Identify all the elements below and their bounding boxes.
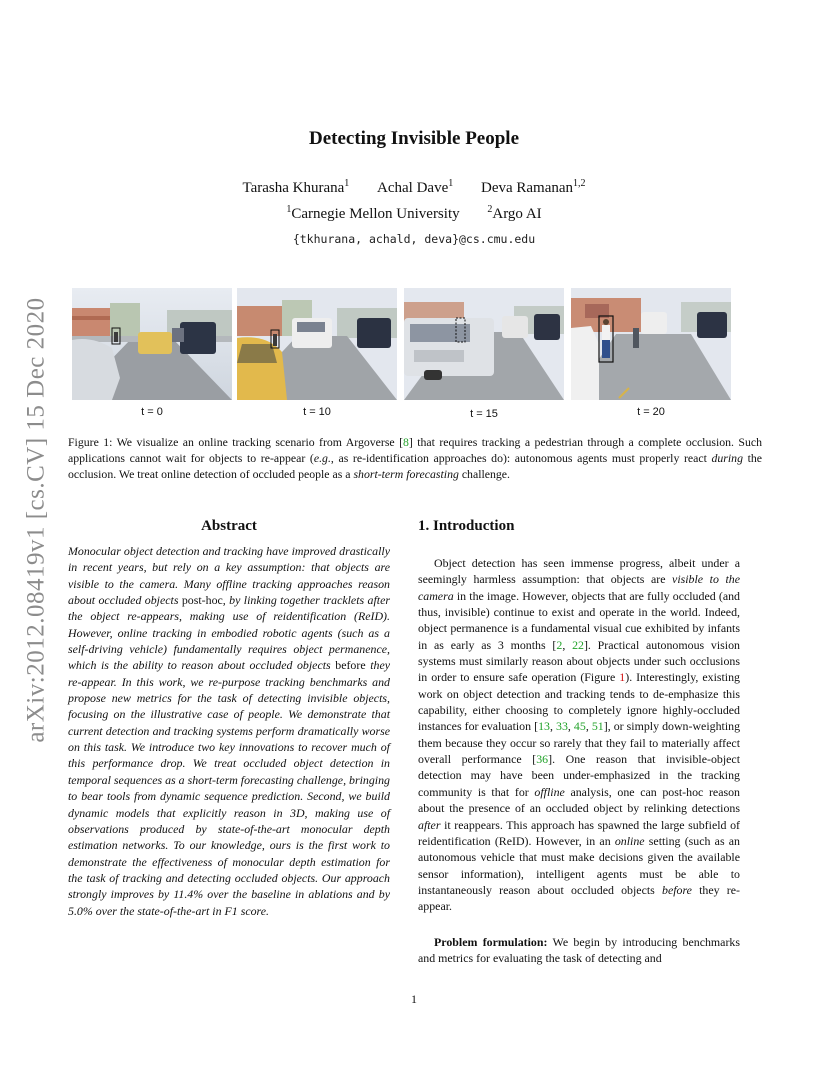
- frame-label-t15: t = 15: [470, 408, 498, 420]
- citation-link[interactable]: 8: [403, 435, 409, 449]
- frame-label-t0: t = 0: [141, 406, 163, 418]
- frame-image-t15: [404, 288, 564, 400]
- citation-link[interactable]: 2: [556, 637, 563, 652]
- figure-caption: Figure 1: We visualize an online tracking scenario from Argoverse [8] that requires tracking a pedestrian through a complete occlusion. Such applications cannot wait for objects to re-appear (e.g., as re-identification approaches do): autonomous agents must properly react during the occlusion. We treat online detection of occluded people as a short-term forecasting challenge.: [68, 435, 762, 482]
- figure-reference-link[interactable]: 1: [619, 670, 626, 685]
- citation-link[interactable]: 36: [536, 752, 549, 767]
- arxiv-stamp-text: arXiv:2012.08419v1 [cs.CV] 15 Dec 2020: [23, 297, 51, 743]
- frame-label-t10: t = 10: [303, 406, 331, 418]
- citation-link[interactable]: 45: [573, 719, 586, 734]
- affiliation-2: $^2$Argo AI: [487, 204, 542, 222]
- author-3: Deva Ramanan$^{1,2}$: [481, 178, 586, 196]
- frame-image-t10: [237, 288, 397, 400]
- citation-link[interactable]: 33: [556, 719, 568, 734]
- figure-1: [72, 288, 766, 423]
- author-1: Tarasha Khurana$^1$: [242, 178, 350, 196]
- intro-paragraph: Object detection has seen immense progress, albeit under a seemingly harmless assumption: that objects are visible to the camera in the image. However, objects that are fully occluded (and thus, invisible) continue to exist and operate in the world. Indeed, object permanence is a fundamental visual cue exhibited by infants in as early as 3 months [2, 22]. Practical autonomous vision systems must similarly reason about objects under such occlusions in order to ensure safe operation (Figure 1). Interestingly, existing work on object detection and tracking tends to de-emphasize this capability, either choosing to completely ignore highly-occluded instances for evaluation [13, 33, 45, 51], or simply down-weighting them because they occur so rarely that they fail to materially affect overall performance [36]. One reason that invisible-object detection may have been under-emphasized in the tracking community is that for offline analysis, one can post-hoc reason about the presence of an occluded object by relinking detections after it reappears. This approach has spawned the large subfield of reidentification (ReID). However, in an online setting (such as an autonomous vehicle that must make decisions given the available sensor information), intelligent agents must be able to instantaneously reason about occluded objects before they re-appear.: [418, 556, 741, 914]
- frame-label-t20: t = 20: [637, 406, 665, 418]
- abstract-body: Monocular object detection and tracking have improved drastically in recent years, but rely on a key assumption: that objects are visible to the camera. Many offline tracking approaches reason about occluded objects post-hoc, by linking together tracklets after the object re-appears, making use of reidentification (ReID). However, online tracking in embodied robotic agents (such as a self-driving vehicle) fundamentally requires object permanence, which is the ability to reason about occluded objects before they re-appear. In this work, we re-purpose tracking benchmarks and propose new metrics for the task of detecting invisible objects, focusing on the illustrative case of people. We demonstrate that current detection and tracking systems perform dramatically worse on this task. We introduce two key innovations to recover much of this performance drop. We treat occluded object detection in temporal sequences as a short-term forecasting challenge, bringing to bear tools from dynamic sequence prediction. Second, we build dynamic models that explicitly reason in 3D, making use of observations produced by state-of-the-art monocular depth estimation networks. To our knowledge, ours is the first work to demonstrate the effectiveness of monocular depth estimation for the task of tracking and detecting occluded objects. Our approach strongly improves by 11.4% over the baseline in ablations and by 5.0% over the state-of-the-art in F1 score.: [68, 544, 391, 918]
- intro-heading: 1. Introduction: [418, 518, 515, 534]
- problem-formulation-paragraph: Problem formulation: We begin by introducing benchmarks and metrics for evaluating the task of detecting and: [418, 935, 740, 966]
- author-emails: {tkhurana, achald, deva}@cs.cmu.edu: [292, 232, 536, 246]
- citation-link[interactable]: 22: [572, 637, 584, 652]
- frame-image-t20: [571, 288, 731, 400]
- frame-image-t0: [72, 288, 232, 400]
- paper-title: Detecting Invisible People: [308, 128, 520, 149]
- abstract-heading: Abstract: [201, 518, 257, 534]
- citation-link[interactable]: 13: [538, 719, 550, 734]
- affiliation-1: $^1$Carnegie Mellon University: [286, 204, 460, 222]
- affiliation-list: [0, 206, 828, 223]
- citation-link[interactable]: 51: [591, 719, 604, 734]
- author-2: Achal Dave$^1$: [377, 178, 454, 196]
- author-list: [0, 180, 828, 197]
- page-number: 1: [411, 992, 417, 1006]
- arxiv-stamp: [22, 280, 52, 760]
